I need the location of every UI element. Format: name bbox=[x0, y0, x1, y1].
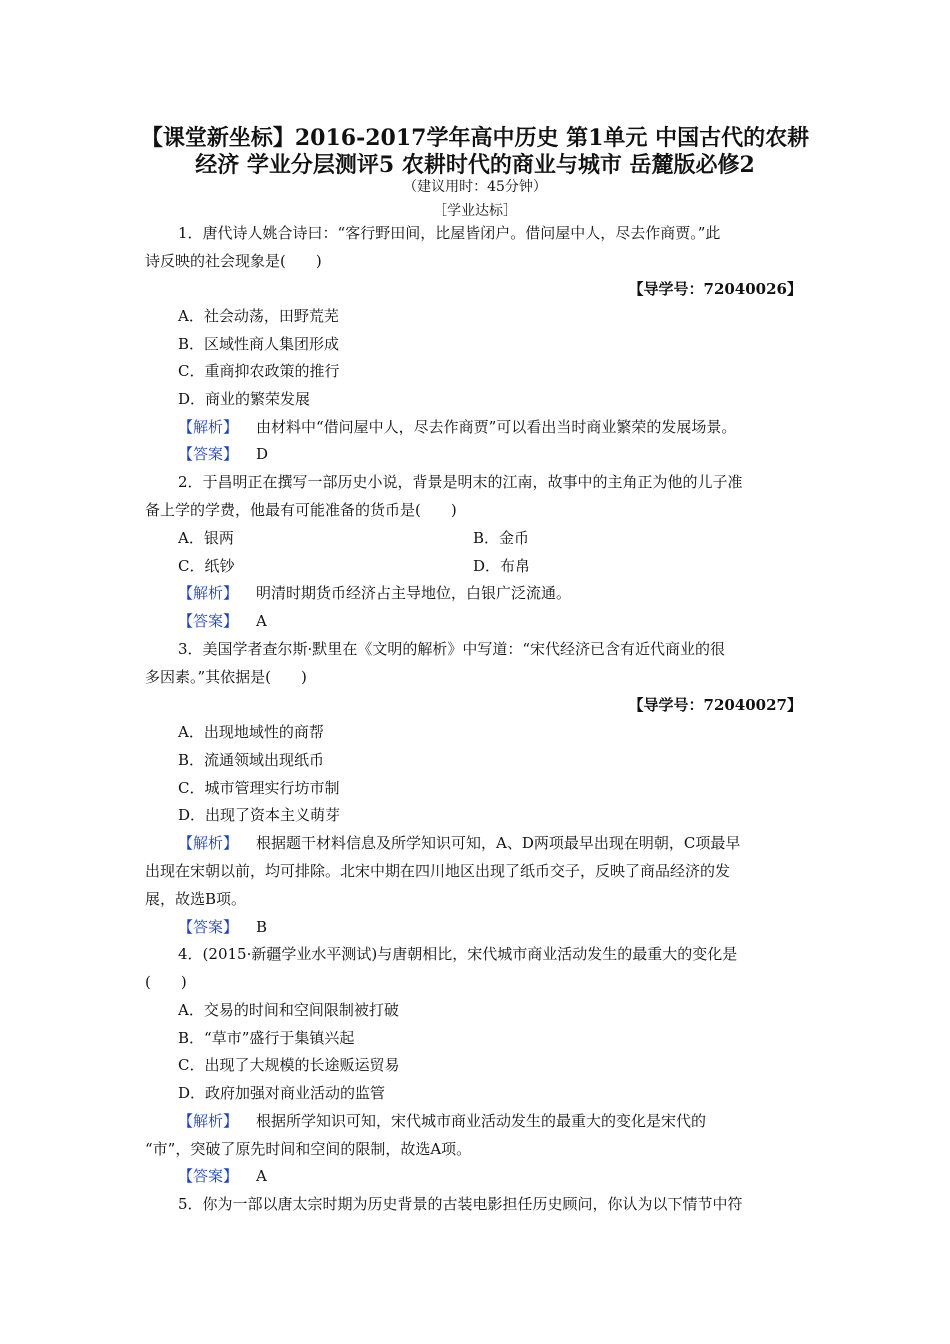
q3-analysis-text-1: 根据题干材料信息及所学知识可知，A、D两项最早出现在明朝，C项最早 bbox=[256, 834, 741, 852]
q4-stem-line-2: ( ) bbox=[145, 973, 187, 991]
q1-answer-value: D bbox=[256, 445, 269, 463]
q5-stem-line-1: 5．你为一部以唐太宗时期为历史背景的古装电影担任历史顾问，你认为以下情节中符 bbox=[178, 1195, 743, 1213]
q2-option-b: B．金币 bbox=[473, 529, 530, 547]
answer-label: 【答案】 bbox=[178, 918, 239, 936]
q3-option-c: C．城市管理实行坊市制 bbox=[178, 779, 340, 797]
q1-reference-number: 【导学号：72040026】 bbox=[628, 280, 802, 298]
q4-stem-line-1: 4．(2015·新疆学业水平测试)与唐朝相比，宋代城市商业活动发生的最重大的变化是 bbox=[178, 945, 738, 963]
q3-reference-number: 【导学号：72040027】 bbox=[628, 696, 802, 714]
q4-analysis-line-2: “市”，突破了原先时间和空间的限制，故选A项。 bbox=[145, 1140, 472, 1158]
document-title-line-1: 【课堂新坐标】2016-2017学年高中历史 第1单元 中国古代的农耕 bbox=[140, 125, 810, 151]
q2-stem-line-2: 备上学的学费，他最有可能准备的货币是( ) bbox=[145, 501, 457, 519]
section-label: ［学业达标］ bbox=[433, 203, 517, 219]
answer-label: 【答案】 bbox=[178, 1167, 239, 1185]
q4-option-b: B．“草市”盛行于集镇兴起 bbox=[178, 1029, 355, 1047]
q2-option-a: A．银两 bbox=[178, 529, 234, 547]
q2-answer-value: A bbox=[256, 612, 267, 630]
q1-analysis-text: 由材料中“借问屋中人，尽去作商贾”可以看出当时商业繁荣的发展场景。 bbox=[256, 418, 737, 436]
answer-label: 【答案】 bbox=[178, 612, 239, 630]
q4-analysis-line-1 bbox=[178, 1111, 706, 1131]
analysis-label: 【解析】 bbox=[178, 834, 239, 852]
q1-analysis bbox=[178, 417, 736, 437]
q1-option-a: A．社会动荡，田野荒芜 bbox=[178, 307, 339, 325]
q1-option-b: B．区域性商人集团形成 bbox=[178, 335, 340, 353]
analysis-label: 【解析】 bbox=[178, 1112, 239, 1130]
q2-answer bbox=[178, 611, 267, 631]
q3-answer-value: B bbox=[256, 918, 268, 936]
q2-option-d: D．布帛 bbox=[473, 557, 531, 575]
q1-answer bbox=[178, 444, 268, 464]
q3-analysis-line-1 bbox=[178, 833, 740, 853]
q3-option-d: D．出现了资本主义萌芽 bbox=[178, 806, 341, 824]
q2-analysis-text: 明清时期货币经济占主导地位，白银广泛流通。 bbox=[256, 584, 572, 602]
document-title-line-2: 经济 学业分层测评5 农耕时代的商业与城市 岳麓版必修2 bbox=[195, 152, 755, 178]
q3-option-b: B．流通领域出现纸币 bbox=[178, 751, 325, 769]
q4-analysis-text-1: 根据所学知识可知，宋代城市商业活动发生的最重大的变化是宋代的 bbox=[256, 1112, 707, 1130]
q3-analysis-line-3: 展，故选B项。 bbox=[145, 890, 247, 908]
q3-stem-line-2: 多因素。”其依据是( ) bbox=[145, 668, 307, 686]
q4-option-a: A．交易的时间和空间限制被打破 bbox=[178, 1001, 399, 1019]
q4-option-d: D．政府加强对商业活动的监管 bbox=[178, 1084, 386, 1102]
q1-option-d: D．商业的繁荣发展 bbox=[178, 390, 311, 408]
answer-label: 【答案】 bbox=[178, 445, 239, 463]
q4-answer-value: A bbox=[256, 1167, 267, 1185]
q4-answer bbox=[178, 1166, 267, 1186]
q3-option-a: A．出现地域性的商帮 bbox=[178, 723, 324, 741]
q2-analysis bbox=[178, 583, 571, 603]
q1-stem-line-2: 诗反映的社会现象是( ) bbox=[145, 252, 322, 270]
q2-stem-line-1: 2．于昌明正在撰写一部历史小说，背景是明末的江南，故事中的主角正为他的儿子准 bbox=[178, 473, 743, 491]
q1-stem-line-1: 1．唐代诗人姚合诗曰：“客行野田间，比屋皆闭户。借问屋中人，尽去作商贾。”此 bbox=[178, 224, 721, 242]
q3-stem-line-1: 3．美国学者查尔斯·默里在《文明的解析》中写道：“宋代经济已含有近代商业的很 bbox=[178, 640, 725, 658]
q3-answer bbox=[178, 917, 267, 937]
q2-option-c: C．纸钞 bbox=[178, 557, 235, 575]
analysis-label: 【解析】 bbox=[178, 418, 239, 436]
q1-option-c: C．重商抑农政策的推行 bbox=[178, 362, 340, 380]
q4-option-c: C．出现了大规模的长途贩运贸易 bbox=[178, 1056, 400, 1074]
time-hint: （建议用时：45分钟） bbox=[403, 179, 547, 195]
analysis-label: 【解析】 bbox=[178, 584, 239, 602]
q3-analysis-line-2: 出现在宋朝以前，均可排除。北宋中期在四川地区出现了纸币交子，反映了商品经济的发 bbox=[145, 862, 731, 880]
